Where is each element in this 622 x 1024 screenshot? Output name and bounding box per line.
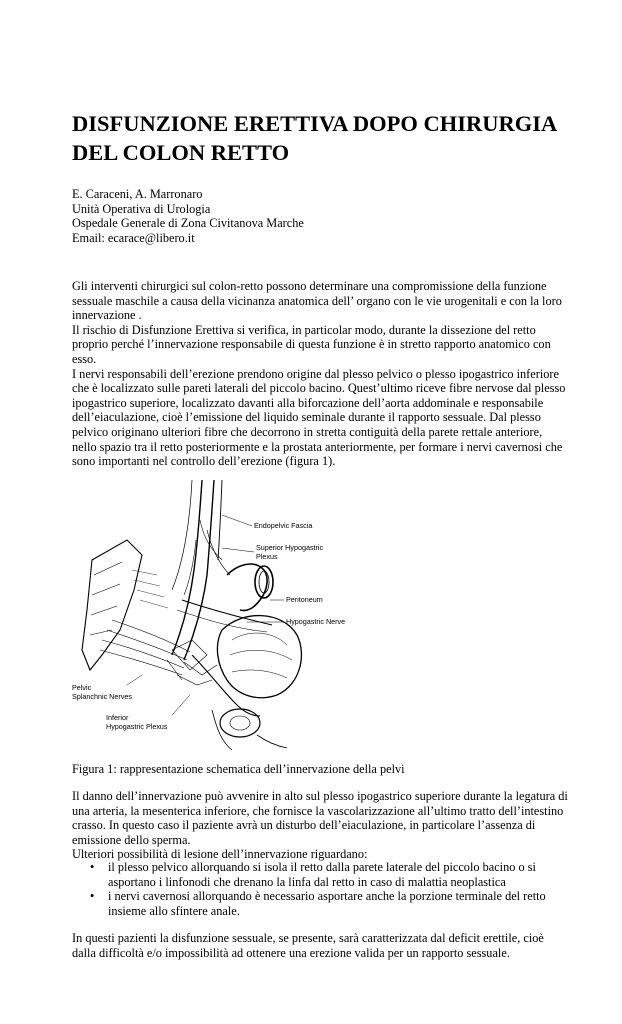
text-line: ipogastrico superiore, localizzato davanti alla biforcazione dell’aorta addominale e responsabile [72, 395, 544, 410]
intro-paragraph [72, 279, 566, 469]
bladder [217, 616, 301, 698]
text-line: insieme allo sfintere anale. [108, 903, 240, 918]
author-names: E. Caraceni, A. Marronaro [72, 187, 203, 201]
text-line: Il rischio di Disfunzione Erettiva si verifica, in particolar modo, durante la dissezione del retto [72, 322, 536, 337]
text-line: pelvico originano ulteriori fibre che decorrono in stretta contiguità della parete rettale anteriore, [72, 424, 543, 439]
anatomy-figure [72, 480, 392, 758]
label-inferior: Inferior [106, 713, 129, 722]
label-peritoneum: Peritoneum [286, 595, 323, 604]
title-line: DISFUNZIONE ERETTIVA DOPO CHIRURGIA [72, 111, 558, 136]
author-block [72, 187, 304, 245]
text-line: Ulteriori possibilità di lesione dell’innervazione riguardano: [72, 847, 368, 862]
text-line: innervazione . [72, 308, 142, 323]
bullet-icon: • [90, 860, 95, 874]
pelvic-innervation-illustration [72, 480, 392, 758]
list-item [72, 860, 572, 889]
text-line: Gli interventi chirurgici sul colon-retto possono determinare una compromissione della funzione [72, 279, 547, 293]
label-superior-hypogastric-plexus: Plexus [256, 552, 278, 561]
label-endopelvic-fascia: Endopelvic Fascia [254, 521, 313, 530]
pelvic-wall [82, 540, 142, 670]
lesion-list [72, 860, 572, 918]
text-line: asportano i linfonodi che drenano la linfa dal retto in caso di malattia neoplastica [108, 874, 506, 889]
text-line: dalla difficoltà e/o impossibilità ad ottenere una erezione valida per un rapporto sessuale. [72, 945, 510, 960]
text-line: esso. [72, 351, 97, 366]
text-line: il plesso pelvico allorquando si isola il retto dalla parete laterale del piccolo bacino o si [108, 860, 536, 874]
text-line: sessuale maschile a causa della vicinanza anatomica dell’ organo con le vie urogenitali e con la loro [72, 293, 562, 308]
text-line: In questi pazienti la disfunzione sessuale, se presente, sarà caratterizzata dal deficit erettile, cioè [72, 931, 544, 945]
author-hospital: Ospedale Generale di Zona Civitanova Marche [72, 216, 304, 230]
text-line: sono importanti nel controllo dell’erezione (figura 1). [72, 454, 336, 469]
text-line: che è localizzato sulle pareti laterali del piccolo bacino. Quest’ultimo riceve fibre nervose dal plesso [72, 381, 566, 396]
title-line: DEL COLON RETTO [72, 140, 290, 165]
rectum-tube [227, 564, 267, 610]
text-line: i nervi cavernosi allorquando è necessario asportare anche la porzione terminale del retto [108, 889, 546, 904]
conclusion-paragraph [72, 931, 562, 960]
prostate [220, 709, 260, 737]
bullet-icon: • [90, 889, 95, 904]
text-line: I nervi responsabili dell’erezione prendono origine dal plesso pelvico o plesso ipogastrico inferiore [72, 366, 559, 381]
label-pelvic: Pelvic [72, 683, 92, 692]
text-line: emissione dello sperma. [72, 832, 191, 847]
text-line: proprio perché l’innervazione responsabile di questa funzione è in stretto rapporto anatomico con [72, 337, 551, 352]
figure-caption: Figura 1: rappresentazione schematica dell’innervazione della pelvi [72, 762, 405, 776]
text-line: dell’eiaculazione, cioè l’emissione del liquido seminale durante il rapporto sessuale. Dal plesso [72, 410, 541, 425]
author-email: Email: ecarace@libero.it [72, 230, 195, 245]
text-line: Il danno dell’innervazione può avvenire in alto sul plesso ipogastrico superiore durante la legatura di [72, 789, 568, 803]
label-inferior-hypogastric-plexus: Hypogastric Plexus [106, 722, 168, 731]
text-line: crasso. In questo caso il paziente avrà un disturbo dell’eiaculazione, in particolare l’assenza di [72, 818, 536, 833]
text-line: nello spazio tra il retto posteriormente e la prostata anteriormente, per formare i nervi cavernosi che [72, 439, 563, 454]
author-unit: Unità Operativa di Urologia [72, 201, 211, 216]
label-hypogastric-nerve: Hypogastric Nerve [286, 617, 346, 626]
damage-paragraph [72, 789, 568, 862]
list-item [72, 889, 572, 918]
label-splanchnic-nerves: Splanchnic Nerves [72, 692, 132, 701]
aorta [172, 480, 202, 655]
hypogastric-nerve [182, 600, 272, 625]
document-title [72, 109, 572, 167]
label-superior-hypogastric: Superior Hypogastric [256, 543, 324, 552]
text-line: una arteria, la mesenterica inferiore, che fornisce la vascolarizzazione all’ultimo tratto dell’intestino [72, 803, 564, 818]
